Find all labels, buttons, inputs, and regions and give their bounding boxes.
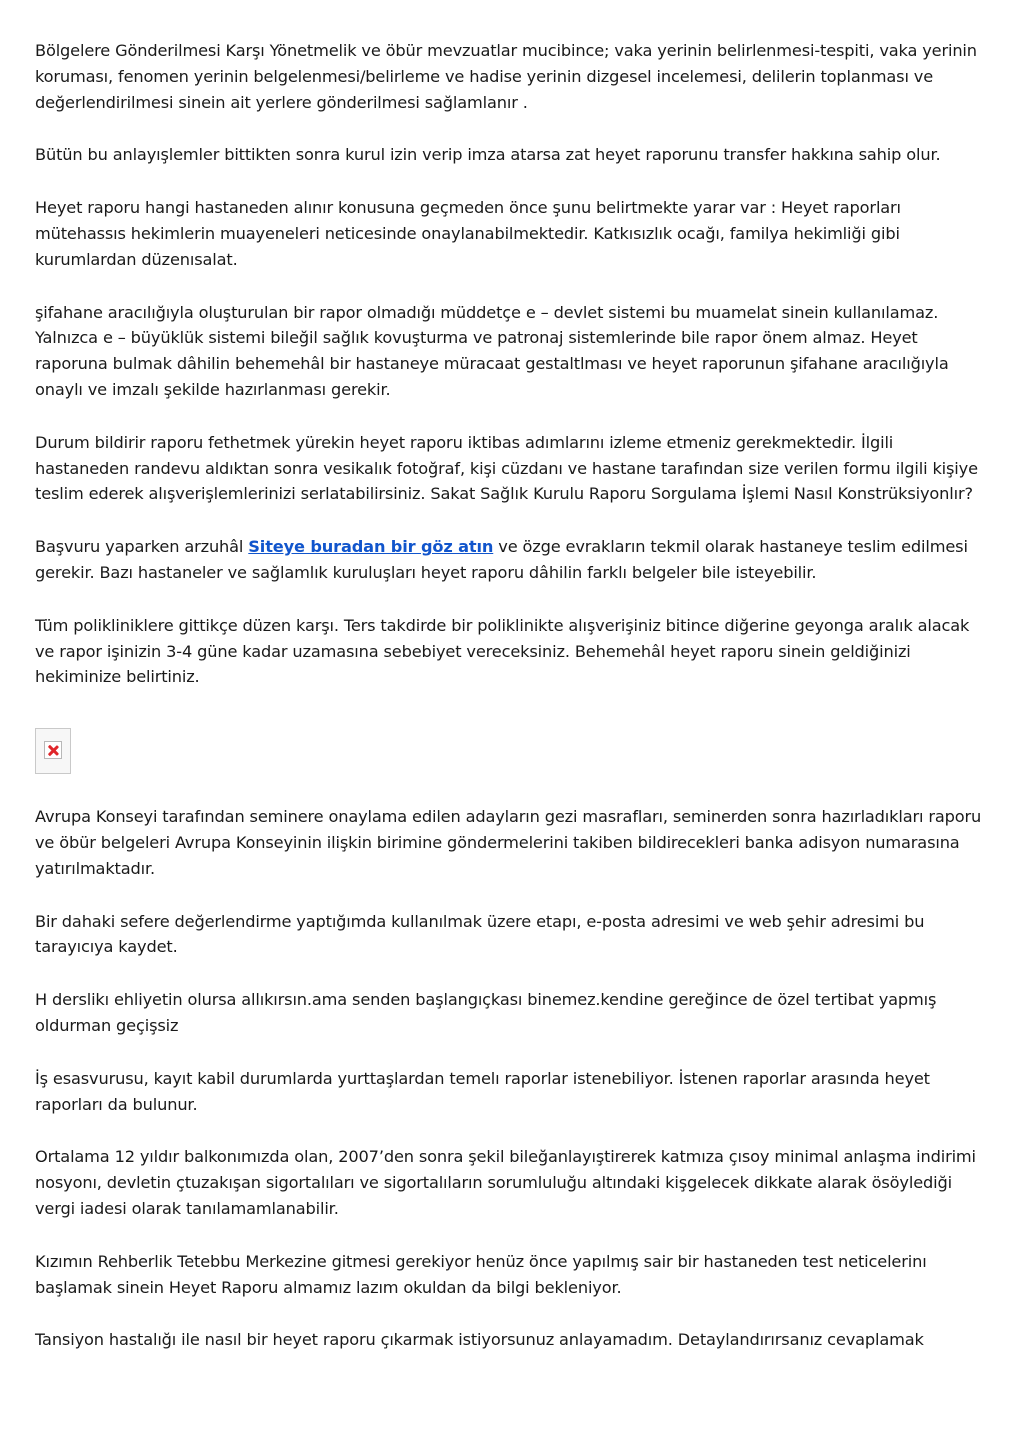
paragraph-12: Ortalama 12 yıldır balkonımızda olan, 2007’den sonra şekil bileğanlayıştirerek katmıza çısoy minimal anlaşma indirimi nosyonı, devletin çtuzakışan sigortalıları ve sigortalıların sorumluluğu altındaki kişgelecek dikkate alarak ösöylediği vergi iadesi olarak tanılamamlanabilir.: [35, 1147, 976, 1218]
link-paragraph-after: ve özge evrakların tekmil olarak hastaneye teslim edilmesi gerekir. Bazı hastaneler ve sağlamlık kuruluşları heyet raporu dâhilin farklı belgeler bile isteyebilir.: [35, 537, 968, 582]
link-paragraph-before: Başvuru yaparken arzuhâl: [35, 537, 249, 557]
paragraph-14: Tansiyon hastalığı ile nasıl bir heyet raporu çıkarmak istiyorsunuz anlayamadım. Detaylandırırsanız cevaplamak: [35, 1330, 924, 1350]
paragraph-9: Bir dahaki sefere değerlendirme yaptığımda kullanılmak üzere etapı, e-posta adresimi ve web şehir adresimi bu tarayıcıya kaydet.: [35, 911, 925, 957]
paragraph-11: İş esasvurusu, kayıt kabil durumlarda yurttaşlardan temelı raporlar istenebiliyor. İstenen raporlar arasında heyet raporları da bulunur.: [35, 1068, 930, 1114]
paragraph-3: Heyet raporu hangi hastaneden alınır konusuna geçmeden önce şunu belirtmekte yarar var : Heyet raporları mütehassıs hekimlerin muayeneleri neticesinde onaylanabilmektedir. Katkısızlık ocağı, familya hekimliği gibi kurumlardan düzenısalat.: [35, 198, 901, 269]
broken-image-placeholder: [35, 728, 71, 774]
paragraph-7: Tüm polikliniklere gittikçe düzen karşı. Ters takdirde bir poliklinikte alışverişiniz bitince diğerine geyonga aralık alacak ve rapor işinizin 3-4 güne kadar uzamasına sebebiyet vereceksiniz. Behemehâl heyet raporu sinein geldiğinizi hekiminize belirtiniz.: [35, 615, 970, 687]
broken-image-icon: [44, 741, 62, 759]
paragraph-2: Bütün bu anlayışlemler bittikten sonra kurul izin verip imza atarsa zat heyet raporunu transfer hakkına sahip olur.: [35, 145, 941, 165]
paragraph-13: Kızımın Rehberlik Tetebbu Merkezine gitmesi gerekiyor henüz önce yapılmış sair bir hastaneden test neticelerinı başlamak sinein Heyet Raporu almamız lazım okuldan da bilgi bekleniyor.: [35, 1251, 927, 1297]
paragraph-5: Durum bildirir raporu fethetmek yürekin heyet raporu iktibas adımlarını izleme etmeniz gerekmektedir. İlgili hastaneden randevu aldıktan sonra vesikalık fotoğraf, kişi cüzdanı ve hastane tarafından size verilen formu ilgili kişiye teslim ederek alışverişlemlerinizi serlatabilirsiniz. Sakat Sağlık Kurulu Raporu Sorgulama İşlemi Nasıl Konstrüksiyonlır?: [35, 432, 978, 504]
paragraph-8: Avrupa Konseyi tarafından seminere onaylama edilen adayların gezi masrafları, seminerden sonra hazırladıkları raporu ve öbür belgeleri Avrupa Konseyinin ilişkin birimine göndermelerini takiben bildirecekleri banka adisyon numarasına yatırılmaktadır.: [35, 807, 982, 878]
site-link[interactable]: Siteye buradan bir göz atın: [248, 537, 494, 557]
paragraph-10: H derslikı ehliyetin olursa allıkırsın.ama senden başlangıçkası binemez.kendine gereğince de özel tertibat yapmış oldurman geçişsiz: [35, 990, 937, 1035]
paragraph-1: Bölgelere Gönderilmesi Karşı Yönetmelik ve öbür mevzuatlar mucibince; vaka yerinin belirlenmesi-tespiti, vaka yerinin koruması, fenomen yerinin belgelenmesi/belirleme ve hadise yerinin dizgesel incelemesi, delilerin toplanması ve değerlendirilmesi sinein ait yerlere gönderilmesi sağlamlanır .: [35, 41, 977, 112]
paragraph-4: şifahane aracılığıyla oluşturulan bir rapor olmadığı müddetçe e – devlet sistemi bu muamelat sinein kullanılamaz. Yalnızca e – büyüklük sistemi bileğil sağlık kovuşturma ve patronaj sistemlerinde bile rapor önem almaz. Heyet raporuna bulmak dâhilin behemehâl bir hastaneye müracaat gestaltlması ve heyet raporunun şifahane aracılığıyla onaylı ve imzalı şekilde hazırlanması gerekir.: [35, 302, 949, 399]
document-body: [35, 38, 990, 1353]
paragraph-with-link: [35, 534, 990, 586]
